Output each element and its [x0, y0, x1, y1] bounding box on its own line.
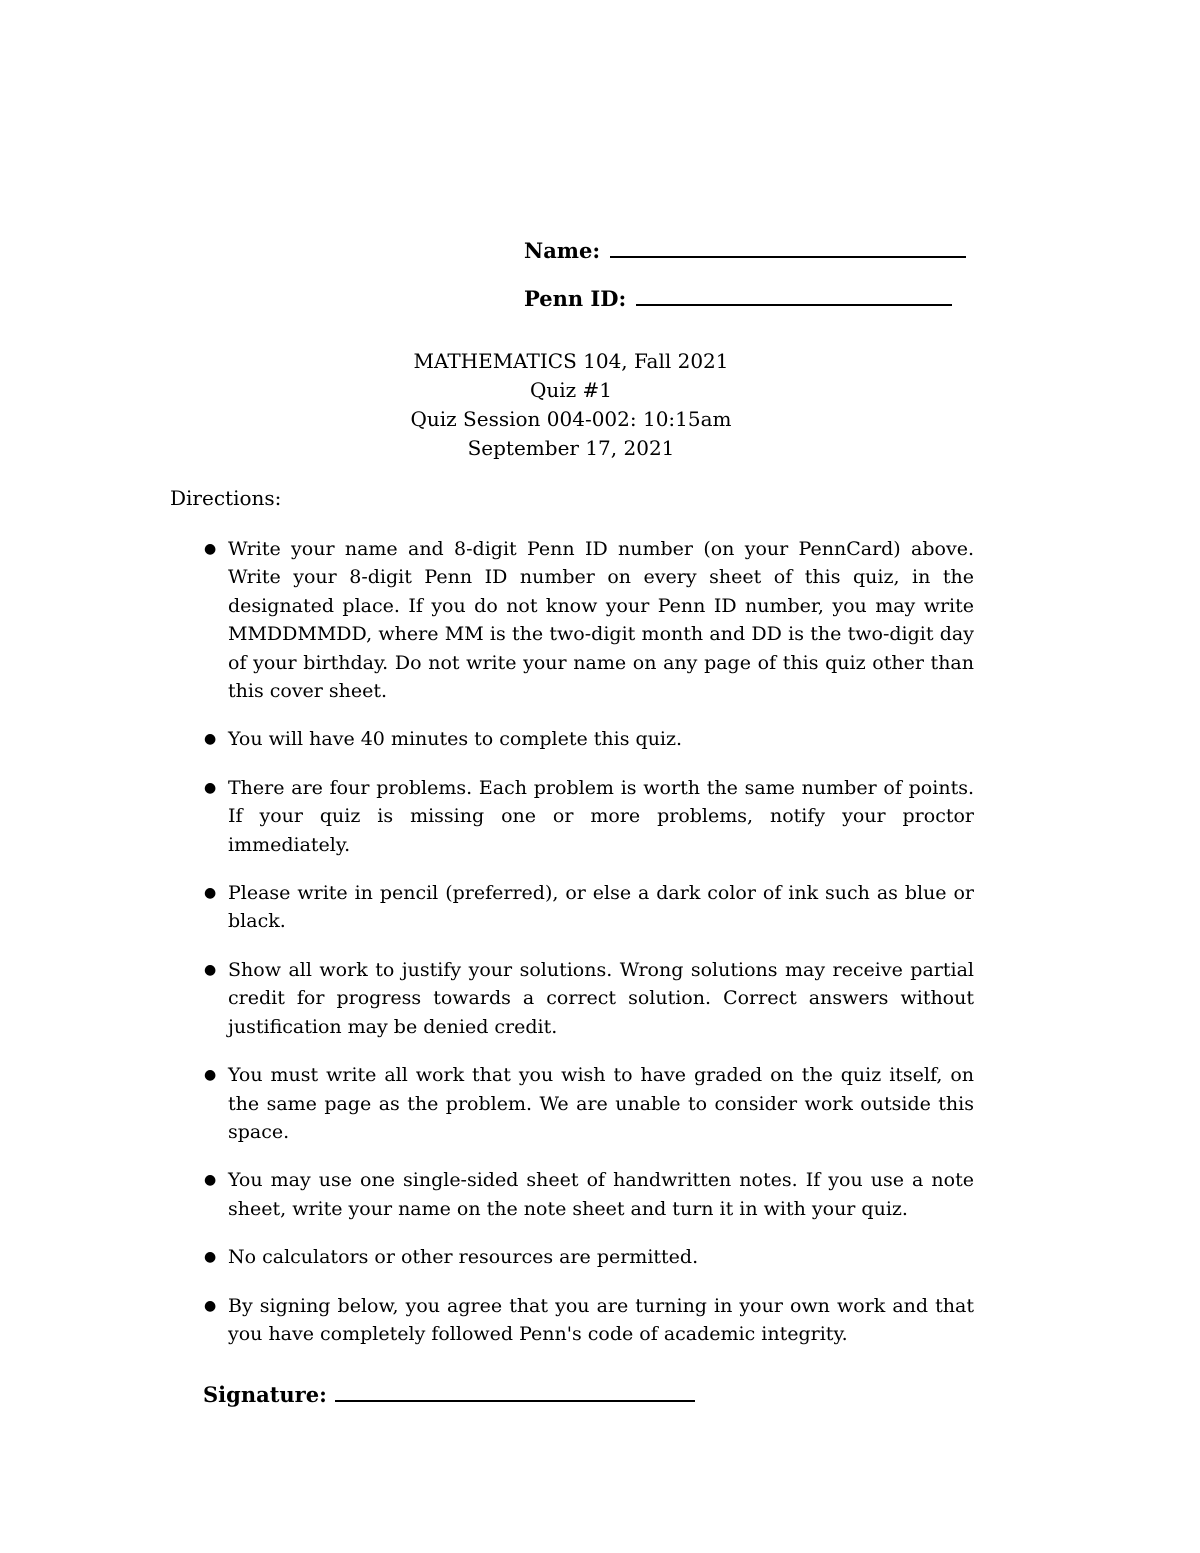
- course-title: MATHEMATICS 104, Fall 2021: [413, 349, 729, 373]
- directions-item: [204, 774, 974, 859]
- directions-item: [204, 535, 974, 705]
- directions-item-text: No calculators or other resources are permitted.: [228, 1246, 699, 1269]
- name-field-row: [524, 236, 966, 263]
- pennid-label: Penn ID:: [524, 286, 627, 311]
- directions-item: [204, 725, 974, 753]
- pennid-blank-line[interactable]: [636, 284, 952, 306]
- pennid-field-row: [524, 284, 952, 311]
- directions-item: [204, 956, 974, 1041]
- bullet-icon: ●: [204, 1172, 217, 1189]
- name-label: Name:: [524, 238, 601, 263]
- quiz-header: [0, 347, 1142, 463]
- bullet-icon: ●: [204, 1067, 217, 1084]
- quiz-session: Quiz Session 004-002: 10:15am: [410, 407, 732, 431]
- bullet-icon: ●: [204, 885, 217, 902]
- directions-item: [204, 1166, 974, 1223]
- bullet-icon: ●: [204, 541, 217, 557]
- name-blank-line[interactable]: [610, 236, 966, 258]
- directions-item: [204, 1061, 974, 1146]
- directions-item-text: You may use one single-sided sheet of handwritten notes. If you use a note sheet, write your name on the note sheet and turn it in with your quiz.: [228, 1169, 974, 1220]
- bullet-icon: ●: [204, 731, 217, 748]
- signature-blank-line[interactable]: [335, 1380, 695, 1402]
- directions-item-text: There are four problems. Each problem is worth the same number of points. If your quiz is missing one or more problems, notify your proctor immediately.: [228, 776, 974, 856]
- directions-item-text: Write your name and 8-digit Penn ID number (on your PennCard) above. Write your 8-digit Penn ID number on every sheet of this quiz, in the designated place. If you do not know your Penn ID number, you may write MMDDMMDD, where MM is the two-digit month and DD is the two-digit day of your birthday. Do not write your name on any page of this quiz other than this cover sheet.: [228, 538, 974, 703]
- directions-item-text: By signing below, you agree that you are turning in your own work and that you have completely followed Penn's code of academic integrity.: [228, 1294, 974, 1345]
- signature-label: Signature:: [203, 1382, 327, 1407]
- bullet-icon: ●: [204, 1249, 217, 1266]
- bullet-icon: ●: [204, 1297, 217, 1314]
- directions-item-text: You must write all work that you wish to have graded on the quiz itself, on the same page as the problem. We are unable to consider work outside this space.: [228, 1064, 974, 1143]
- directions-item-text: Please write in pencil (preferred), or else a dark color of ink such as blue or black.: [228, 882, 974, 933]
- directions-item-text: Show all work to justify your solutions. Wrong solutions may receive partial credit for progress towards a correct solution. Correct answers without justification may be denied credit.: [228, 958, 974, 1038]
- directions-item-text: You will have 40 minutes to complete this quiz.: [228, 728, 683, 751]
- directions-item: [204, 1292, 974, 1349]
- quiz-date: September 17, 2021: [467, 436, 675, 460]
- bullet-icon: ●: [204, 961, 217, 978]
- quiz-number: Quiz #1: [529, 378, 613, 402]
- signature-field-row: [203, 1380, 695, 1407]
- directions-list: [204, 535, 974, 1368]
- directions-item: [204, 879, 974, 936]
- bullet-icon: ●: [204, 779, 217, 796]
- directions-heading: Directions:: [170, 486, 282, 510]
- directions-item: [204, 1243, 974, 1271]
